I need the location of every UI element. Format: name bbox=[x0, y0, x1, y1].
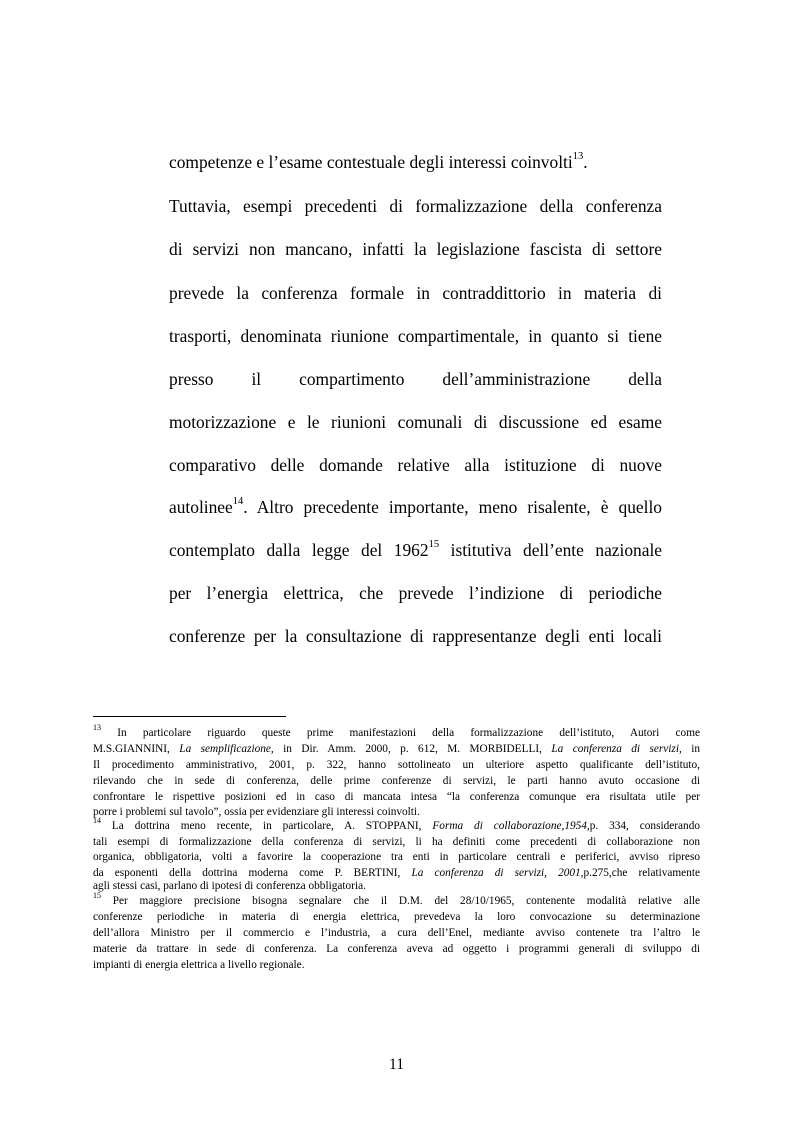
footnote-line: rilevando che in sede di conferenza, delle prime conferenze di servizi, le parti hanno avuto occasione di bbox=[93, 775, 700, 787]
footnote-line: organica, obbligatoria, volti a favorire la cooperazione tra enti in particolare centrali e periferici, avviso ripreso bbox=[93, 851, 700, 863]
footnote-line: M.S.GIANNINI, La semplificazione, in Dir. Amm. 2000, p. 612, M. MORBIDELLI, La conferenza di servizi, in bbox=[93, 743, 700, 755]
body-line: trasporti, denominata riunione compartimentale, in quanto si tiene bbox=[169, 326, 662, 346]
footnote-line: impianti di energia elettrica a livello regionale. bbox=[93, 959, 305, 971]
footnote-line: $^{15}$ Per maggiore precisione bisogna segnalare che il D.M. del 28/10/1965, contenente modalità relative alle bbox=[93, 891, 700, 907]
footnote-line: conferenze periodiche in materia di energia elettrica, prevedeva la loro convocazione su determinazione bbox=[93, 911, 700, 923]
body-line: motorizzazione e le riunioni comunali di discussione ed esame bbox=[169, 412, 662, 432]
body-line: conferenze per la consultazione di rappresentanze degli enti locali bbox=[169, 626, 662, 646]
body-line: prevede la conferenza formale in contraddittorio in materia di bbox=[169, 283, 662, 303]
body-line: di servizi non mancano, infatti la legislazione fascista di settore bbox=[169, 239, 662, 259]
footnote-line: porre i problemi sul tavolo”, ossia per evidenziare gli interessi coinvolti. bbox=[93, 806, 420, 818]
body-line: competenze e l’esame contestuale degli interessi coinvolti$^{13}$. bbox=[169, 151, 588, 172]
footnote-line: Il procedimento amministrativo, 2001, p. 322, hanno sottolineato un ulteriore aspetto qualificante dell’istituto, bbox=[93, 759, 700, 771]
body-line: presso il compartimento dell’amministrazione della bbox=[169, 369, 662, 389]
footnote-separator bbox=[93, 716, 286, 717]
footnote-line: confrontare le rispettive posizioni ed in caso di mancata intesa “la conferenza comunque era risultata utile per bbox=[93, 791, 700, 803]
body-line: contemplato dalla legge del 1962$^{15}$ istitutiva dell’ente nazionale bbox=[169, 539, 662, 560]
page-number: 11 bbox=[389, 1056, 404, 1073]
footnote-line: dell’allora Ministro per il commercio e l’industria, a cura dell’Enel, mediante avviso contenete tra l’altro le bbox=[93, 927, 700, 939]
footnote-line: da esponenti della dottrina moderna come P. BERTINI, La conferenza di servizi, 2001,p.275,che relativamente bbox=[93, 867, 700, 879]
body-line: Tuttavia, esempi precedenti di formalizzazione della conferenza bbox=[169, 196, 662, 216]
footnote-line: $^{14}$ La dottrina meno recente, in particolare, A. STOPPANI, Forma di collaborazione,1954,p. 334, considerando bbox=[93, 816, 700, 832]
footnote-line: materie da trattare in sede di conferenza. La conferenza aveva ad oggetto i programmi generali di sviluppo di bbox=[93, 943, 700, 955]
footnote-line: tali esempi di formalizzazione della conferenza di servizi, li ha definiti come precedenti di collaborazione non bbox=[93, 836, 700, 848]
body-line: per l’energia elettrica, che prevede l’indizione di periodiche bbox=[169, 583, 662, 603]
body-line: autolinee$^{14}$. Altro precedente importante, meno risalente, è quello bbox=[169, 496, 662, 517]
footnote-line: $^{13}$ In particolare riguardo queste prime manifestazioni della formalizzazione dell’istituto, Autori come bbox=[93, 723, 700, 739]
footnote-line: agli stessi casi, parlano di ipotesi di conferenza obbligatoria. bbox=[93, 880, 366, 892]
body-line: comparativo delle domande relative alla istituzione di nuove bbox=[169, 455, 662, 475]
